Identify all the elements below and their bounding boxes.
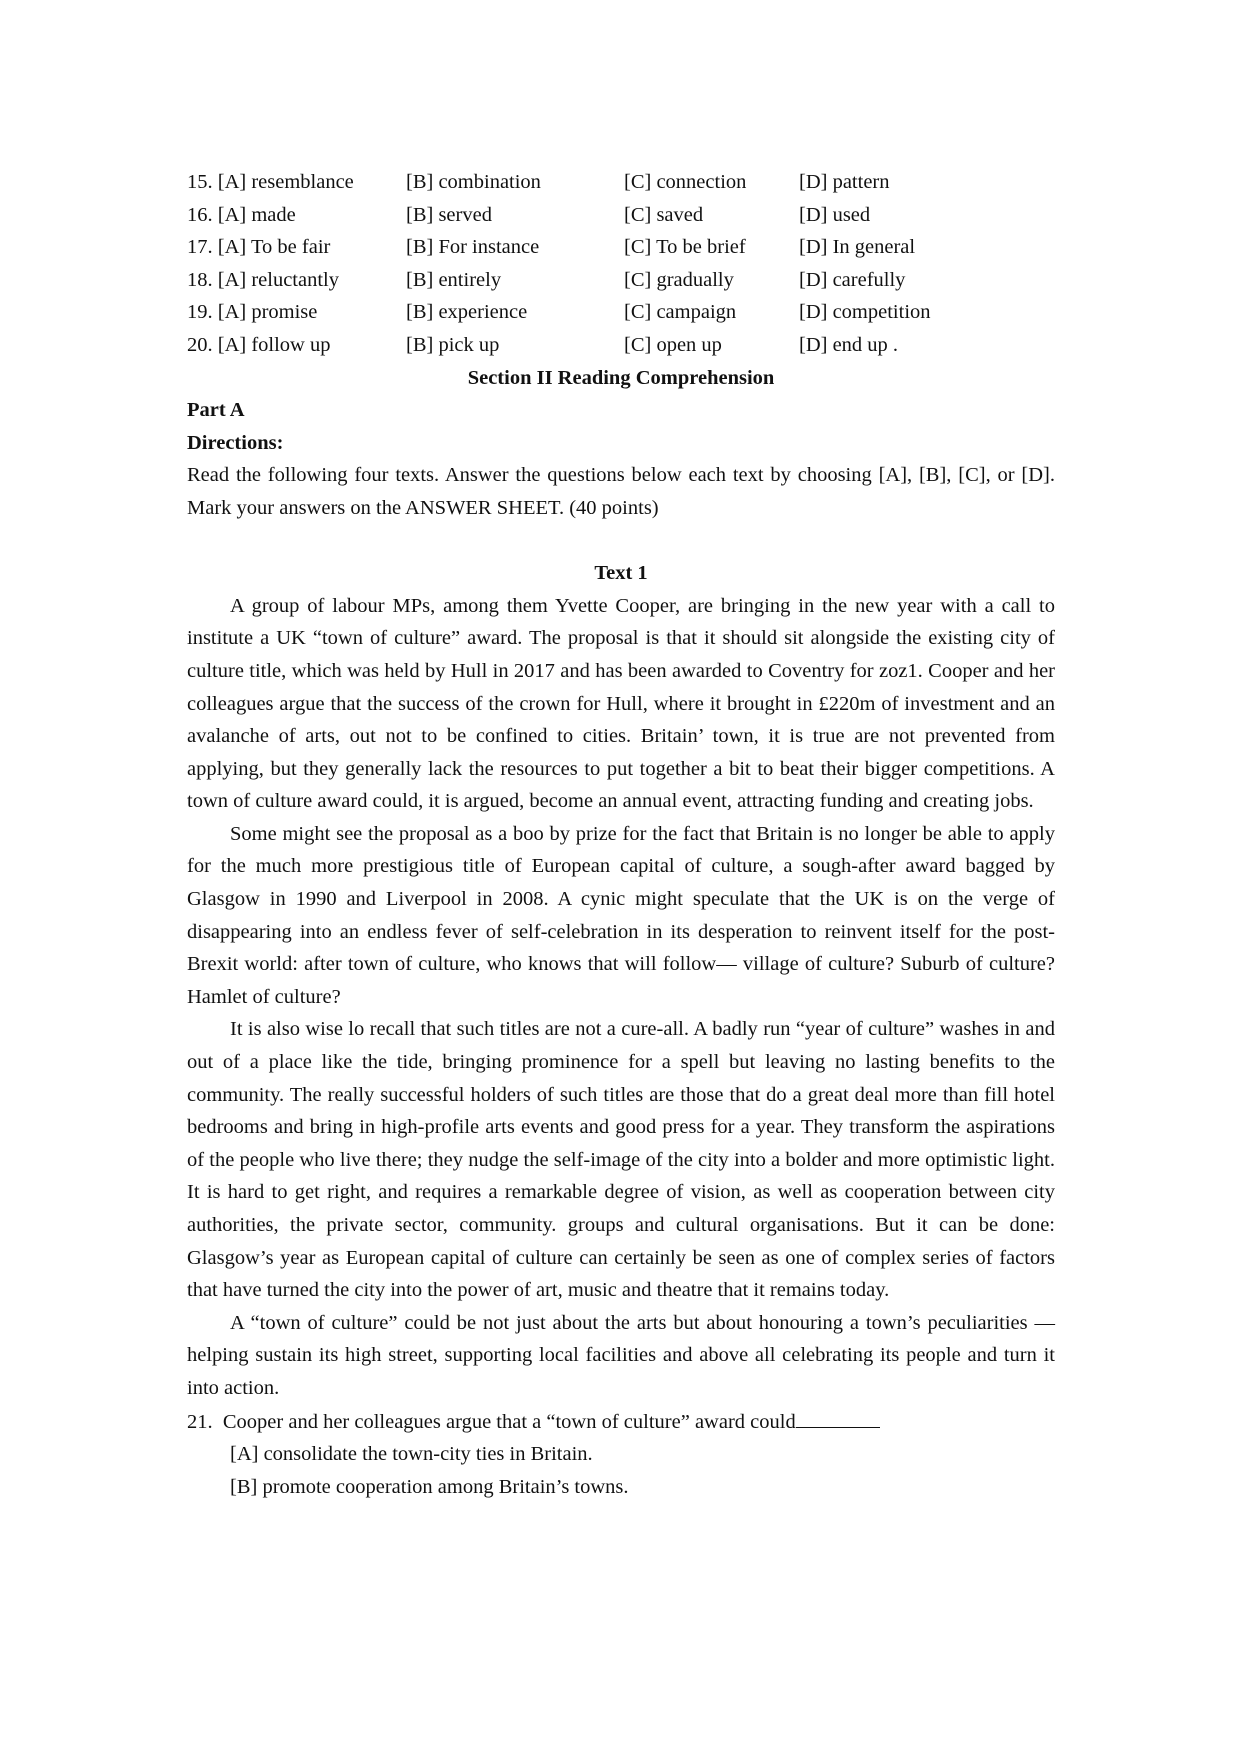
option-row <box>187 199 1055 232</box>
question-number: 21. <box>187 1410 213 1433</box>
option-row <box>187 166 1055 199</box>
option-c: [C] gradually <box>624 268 734 291</box>
option-d: [D] In general <box>799 236 916 259</box>
passage-paragraph: A “town of culture” could be not just about the arts but about honouring a town’s peculiarities —helping sustain its high street, supporting local facilities and above all celebrating its people and turn it into action. <box>187 1311 1055 1399</box>
passage-paragraph: A group of labour MPs, among them Yvette Cooper, are bringing in the new year with a call to institute a UK “town of culture” award. The proposal is that it should sit alongside the existing city of culture title, which was held by Hull in 2017 and has been awarded to Coventry for zoz1. Cooper and her colleagues argue that the success of the crown for Hull, where it brought in £220m of investment and an avalanche of arts, out not to be confined to cities. Britain’ town, it is true are not prevented from applying, but they generally lack the resources to put together a bit to beat their bigger competitions. A town of culture award could, it is argued, become an annual event, attracting funding and creating jobs. <box>187 594 1055 813</box>
page-content <box>187 166 1055 1503</box>
text-title: Text 1 <box>594 562 648 585</box>
option-b: [B] experience <box>406 301 528 324</box>
option-b: [B] pick up <box>406 333 500 356</box>
answer-blank <box>796 1405 880 1428</box>
option-a: 15. [A] resemblance <box>187 171 354 193</box>
option-d: [D] pattern <box>799 171 890 193</box>
option-a: 18. [A] reluctantly <box>187 268 339 291</box>
option-c: [C] open up <box>624 333 722 356</box>
option-a: 19. [A] promise <box>187 301 318 324</box>
option-a: 20. [A] follow up <box>187 333 331 356</box>
answer-choice-b: [B] promote cooperation among Britain’s towns. <box>230 1475 629 1498</box>
option-d: [D] end up . <box>799 333 899 356</box>
option-d: [D] carefully <box>799 268 906 291</box>
option-a: 17. [A] To be fair <box>187 236 331 259</box>
option-b: [B] For instance <box>406 236 540 259</box>
spacer <box>187 525 1055 558</box>
option-d: [D] competition <box>799 301 931 324</box>
option-c: [C] To be brief <box>624 236 746 259</box>
option-row <box>187 296 1055 329</box>
question-text: Cooper and her colleagues argue that a “town of culture” award could <box>222 1410 796 1433</box>
directions-label: Directions: <box>187 431 284 454</box>
answer-choice-a: [A] consolidate the town-city ties in Britain. <box>230 1443 593 1466</box>
option-c: [C] connection <box>624 171 747 193</box>
question-stem <box>187 1405 1055 1439</box>
section-title: Section II Reading Comprehension <box>467 366 775 389</box>
option-b: [B] entirely <box>406 268 502 291</box>
option-row <box>187 264 1055 297</box>
option-b: [B] served <box>406 203 492 226</box>
option-c: [C] saved <box>624 203 704 226</box>
part-heading: Part A <box>187 399 245 422</box>
option-c: [C] campaign <box>624 301 737 324</box>
option-a: 16. [A] made <box>187 203 296 226</box>
passage-paragraph: It is also wise lo recall that such titles are not a cure-all. A badly run “year of culture” washes in and out of a place like the tide, bringing prominence for a spell but leaving no lasting benefits to the community. The really successful holders of such titles are those that do a great deal more than fill hotel bedrooms and bring in high-profile arts events and good press for a year. They transform the aspirations of the people who live there; they nudge the self-image of the city into a bolder and more optimistic light. It is hard to get right, and requires a remarkable degree of vision, as well as cooperation between city authorities, the private sector, community. groups and cultural organisations. But it can be done: Glasgow’s year as European capital of culture can certainly be seen as one of complex series of factors that have turned the city into the power of art, music and theatre that it remains today. <box>187 1018 1055 1302</box>
option-b: [B] combination <box>406 171 541 193</box>
directions-text: Read the following four texts. Answer the questions below each text by choosing [A], [B], [C], or [D]. Mark your answers on the ANSWER SHEET. (40 points) <box>187 464 1055 519</box>
passage-paragraph: Some might see the proposal as a boo by prize for the fact that Britain is no longer be able to apply for the much more prestigious title of European capital of culture, a sough-after award bagged by Glasgow in 1990 and Liverpool in 2008. A cynic might speculate that the UK is on the verge of disappearing into an endless fever of self-celebration in its desperation to reinvent itself for the post-Brexit world: after town of culture, who knows that will follow— village of culture? Suburb of culture? Hamlet of culture? <box>187 822 1055 1008</box>
option-d: [D] used <box>799 203 871 226</box>
option-row <box>187 231 1055 264</box>
option-table <box>187 166 1055 362</box>
option-row <box>187 329 1055 362</box>
